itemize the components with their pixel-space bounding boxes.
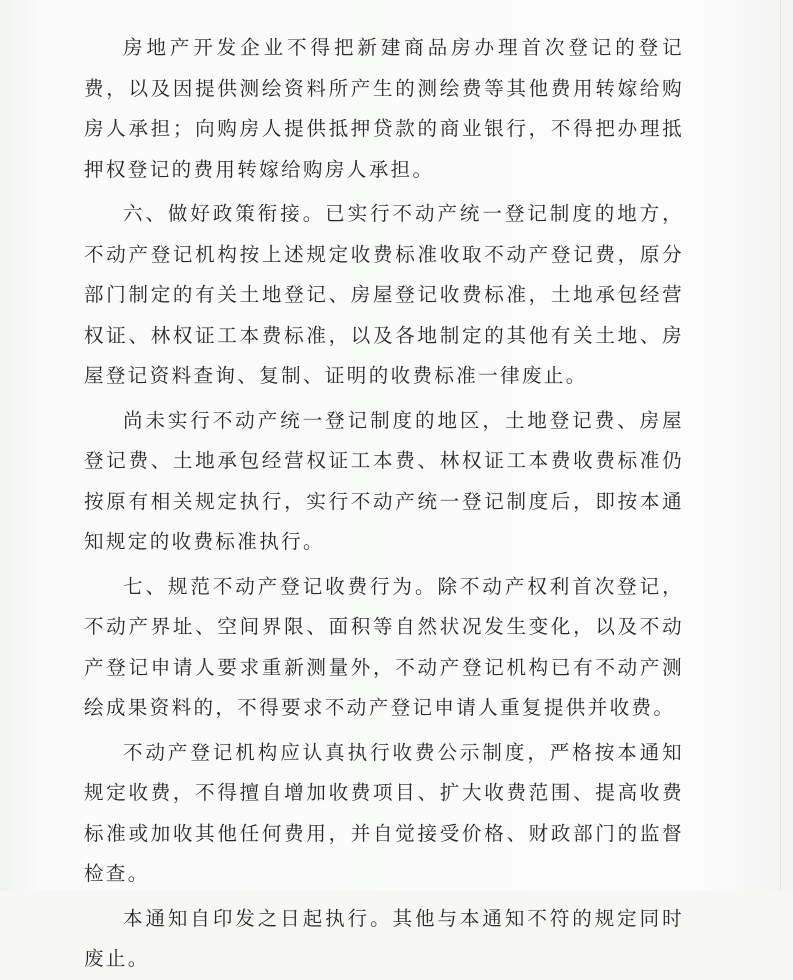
paragraph-effective-date: 本通知自印发之日起执行。其他与本通知不符的规定同时废止。 bbox=[84, 906, 684, 970]
document-body bbox=[84, 28, 684, 980]
paragraph-transfer-fees: 房地产开发企业不得把新建商品房办理首次登记的登记费，以及因提供测绘资料所产生的测绘费等其他费用转嫁给购房人承担；向购房人提供抵押贷款的商业银行，不得把办理抵押权登记的费用转嫁给购房人承担。 bbox=[84, 36, 684, 181]
paragraph-fee-disclosure: 不动产登记机构应认真执行收费公示制度，严格按本通知规定收费，不得擅自增加收费项目、扩大收费范围、提高收费标准或加收其他任何费用，并自觉接受价格、财政部门的监督检查。 bbox=[84, 740, 684, 885]
scan-edge-line bbox=[780, 0, 781, 891]
paragraph-regulate-fees: 七、规范不动产登记收费行为。除不动产权利首次登记，不动产界址、空间界限、面积等自然状况发生变化，以及不动产登记申请人要求重新测量外，不动产登记机构已有不动产测绘成果资料的，不得要求不动产登记申请人重复提供并收费。 bbox=[84, 574, 684, 719]
paragraph-policy-transition: 六、做好政策衔接。已实行不动产统一登记制度的地方，不动产登记机构按上述规定收费标准收取不动产登记费，原分部门制定的有关土地登记、房屋登记收费标准，土地承包经营权证、林权证工本费标准，以及各地制定的其他有关土地、房屋登记资料查询、复制、证明的收费标准一律废止。 bbox=[84, 202, 684, 387]
paragraph-unimplemented-regions: 尚未实行不动产统一登记制度的地区，土地登记费、房屋登记费、土地承包经营权证工本费、林权证工本费收费标准仍按原有相关规定执行，实行不动产统一登记制度后，即按本通知规定的收费标准执行。 bbox=[84, 408, 684, 553]
